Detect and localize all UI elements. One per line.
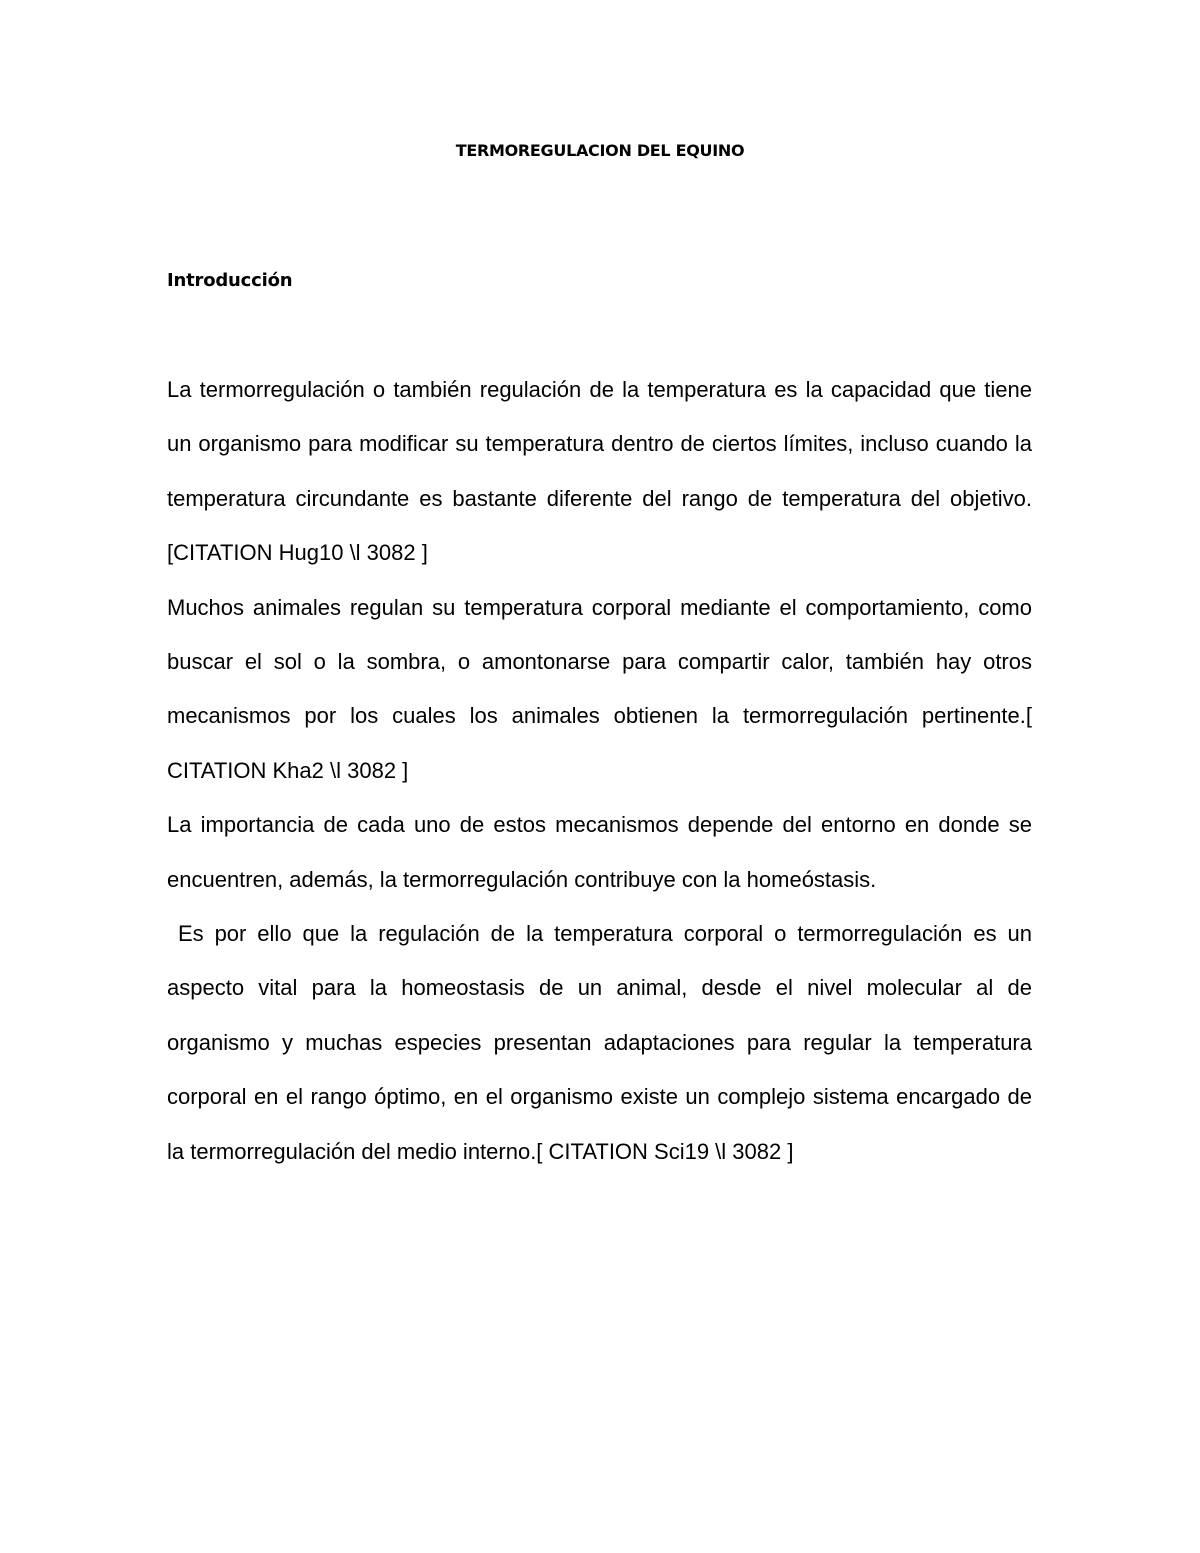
paragraph: Es por ello que la regulación de la temperatura corporal o termorregulación es un aspecto vital para la homeostasis de un animal, desde el nivel molecular al de organismo y muchas especies presentan adaptaciones para regular la temperatura corporal en el rango óptimo, en el organismo existe un complejo sistema encargado de la termorregulación del medio interno.[ CITATION Sci19 \l 3082 ]	[167, 921, 1039, 1164]
paragraph: La importancia de cada uno de estos mecanismos depende del entorno en donde se encuentren, además, la termorregulación contribuye con la homeóstasis.	[167, 812, 1032, 892]
document-title: TERMOREGULACION DEL EQUINO	[455, 141, 745, 160]
paragraph: Muchos animales regulan su temperatura corporal mediante el comportamiento, como buscar el sol o la sombra, o amontonarse para compartir calor, también hay otros mecanismos por los cuales los animales obtienen la termorregulación pertinente.[ CITATION Kha2 \l 3082 ]	[167, 594, 1032, 783]
body-text	[167, 363, 1039, 1179]
paragraph: La termorregulación o también regulación de la temperatura es la capacidad que tiene un organismo para modificar su temperatura dentro de ciertos límites, incluso cuando la temperatura circundante es bastante diferente del rango de temperatura del objetivo. [CITATION Hug10 \l 3082 ]	[167, 377, 1032, 566]
section-heading: Introducción	[167, 270, 293, 291]
